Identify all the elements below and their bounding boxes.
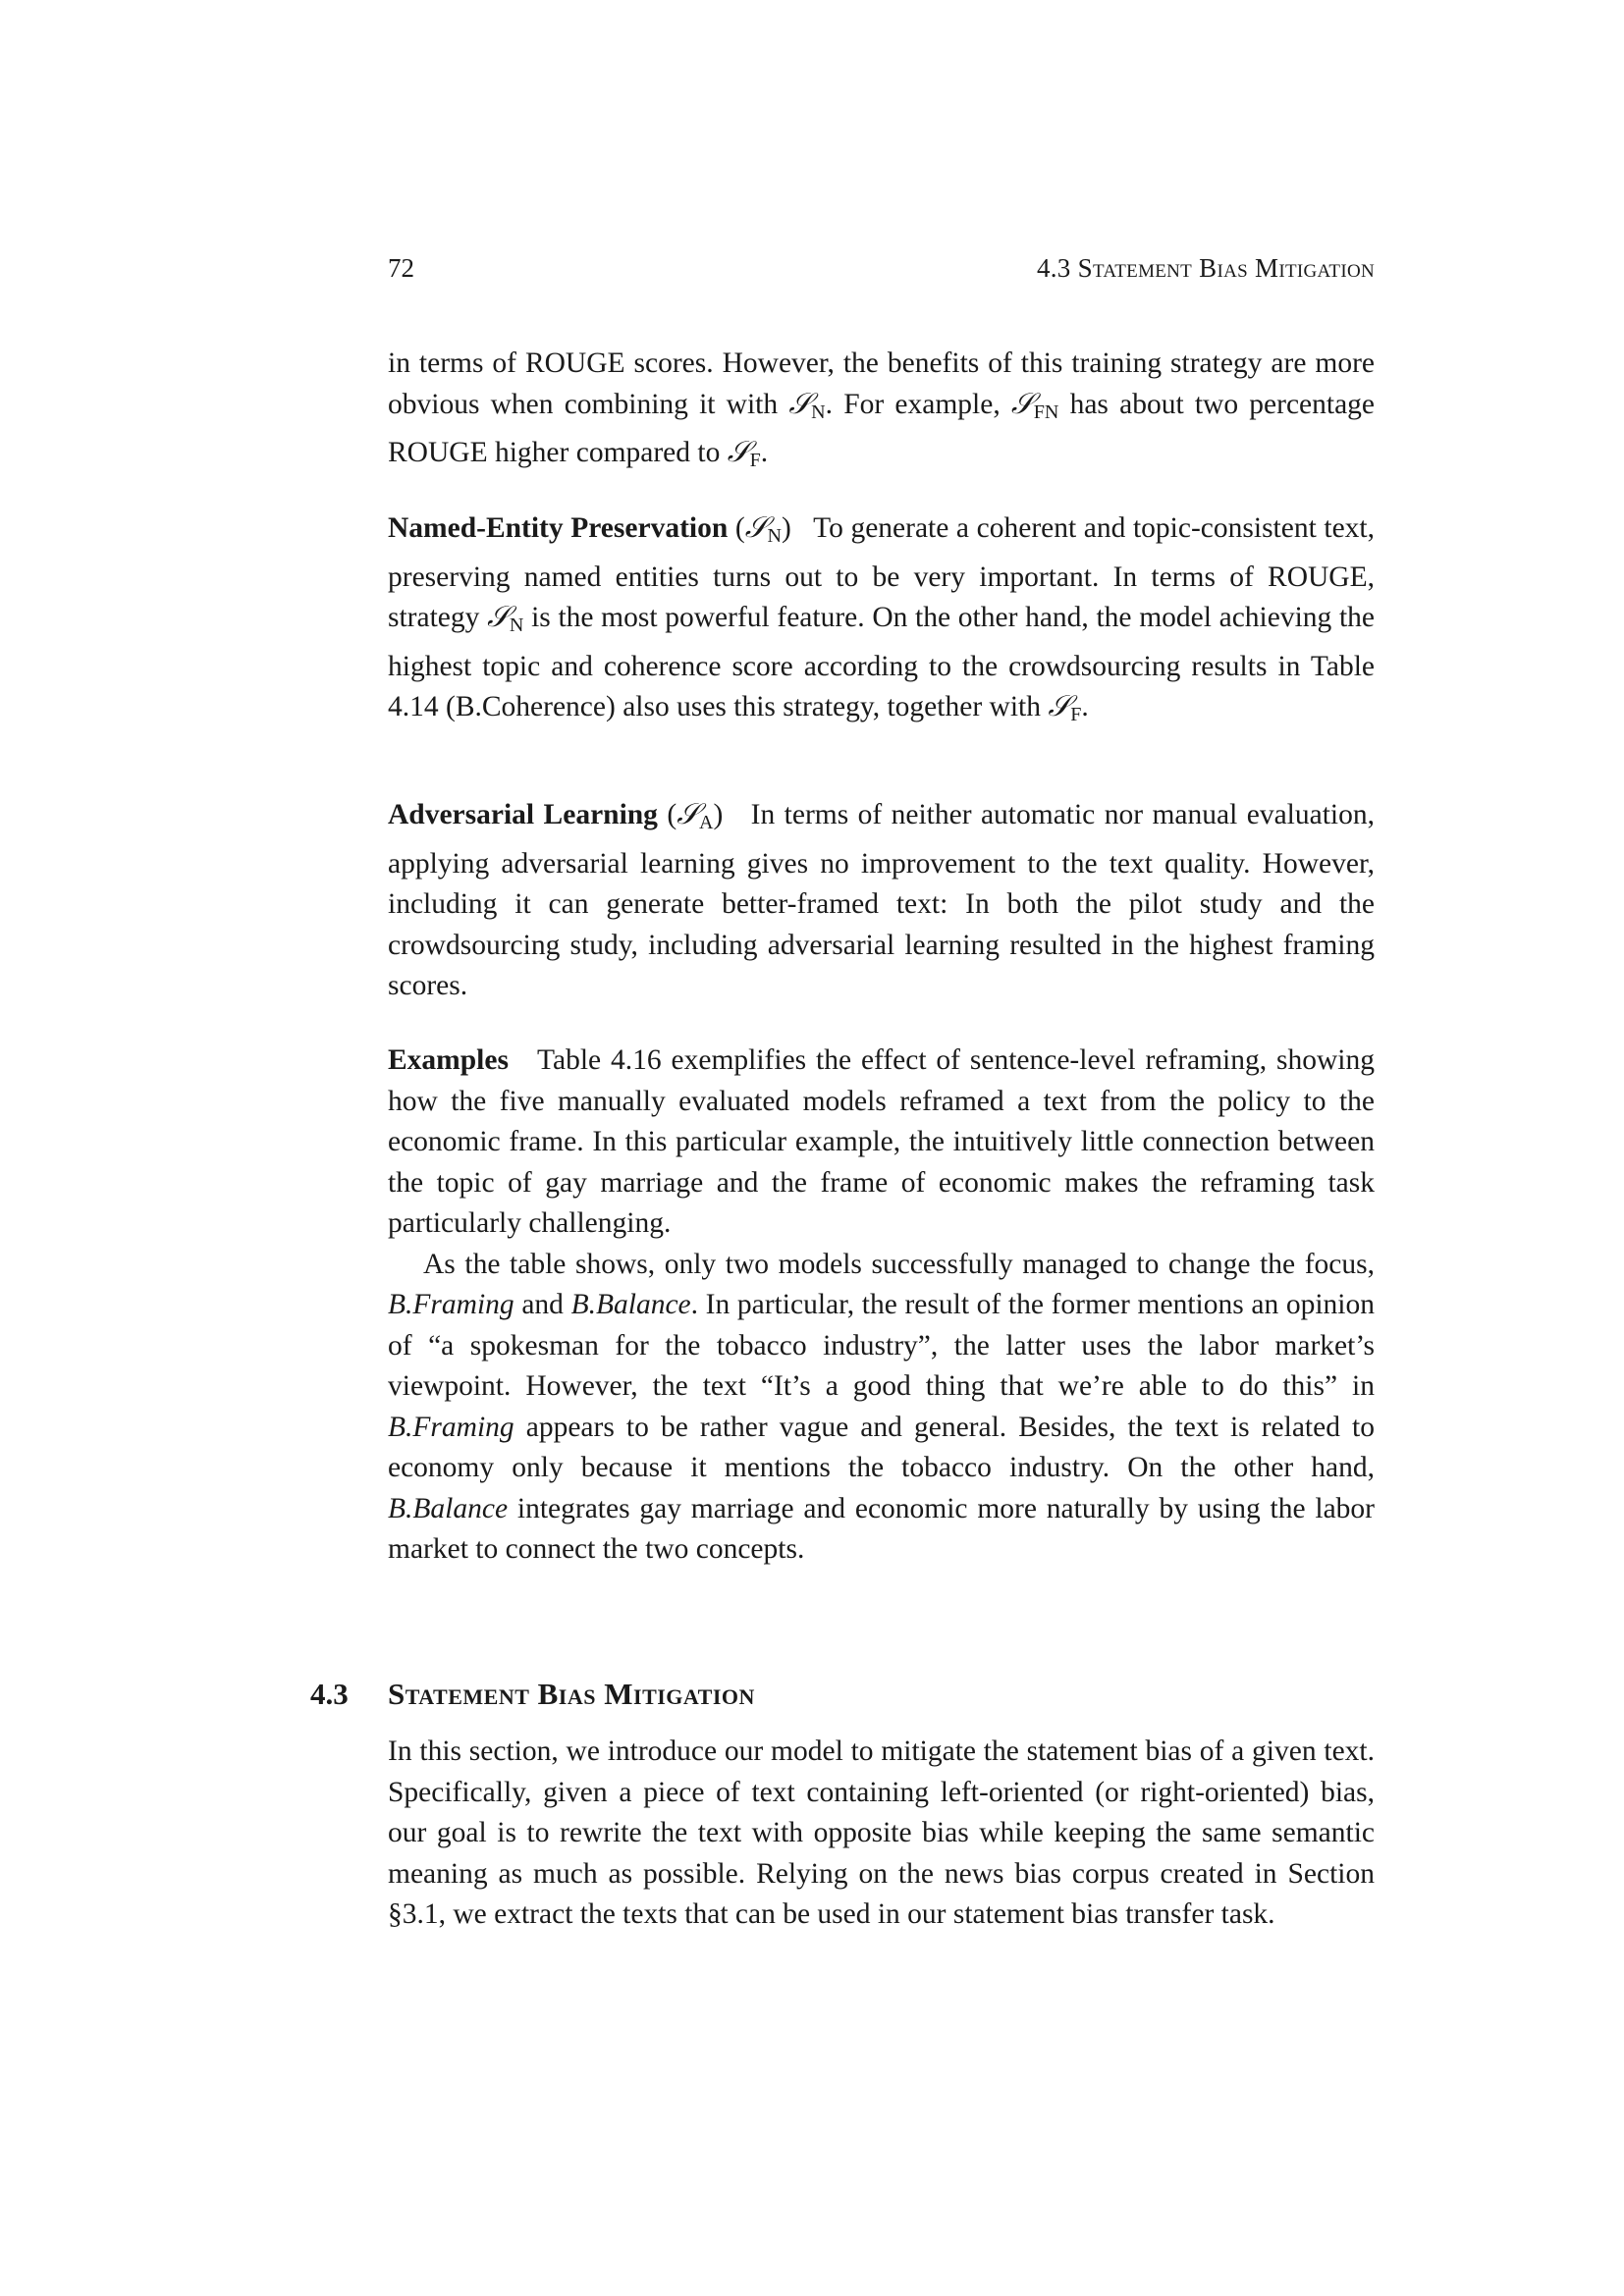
text: To generate a coherent and topic-consistent text, preserving named entities turns out to be very important. In terms of ROUGE, strategy bbox=[388, 512, 1375, 633]
math-s-a: 𝒮$_A$ bbox=[677, 799, 714, 833]
section-intro-paragraph bbox=[388, 1732, 1375, 1936]
section-number: 4.3 bbox=[310, 1677, 349, 1711]
text: . For example, bbox=[825, 388, 1011, 420]
text: In this section, we introduce our model to mitigate the statement bias of a given text. Specifically, given a piece of text containing left-oriented (or right-oriented) bias, our goal is to rewrite the text with opposite bias while keeping the same semantic meaning as much as possible. Relying on the news bias corpus created in Section §3.1, we extract the texts that can be used in our statement bias transfer task. bbox=[388, 1735, 1375, 1930]
text: Table 4.16 exemplifies the effect of sentence-level reframing, showing how the five manually evaluated models reframed a text from the policy to the economic frame. In this particular example, the intuitively little connection between the topic of gay marriage and the frame of economic makes the reframing task particularly challenging. bbox=[388, 1044, 1375, 1239]
math-s-n: 𝒮$_N$ bbox=[788, 388, 826, 423]
paragraph-heading: Adversarial Learning bbox=[388, 799, 658, 830]
math-s-n: 𝒮$_N$ bbox=[487, 602, 524, 636]
math-s-fn: 𝒮$_{FN}$ bbox=[1010, 388, 1059, 423]
math-s-f: 𝒮$_F$ bbox=[727, 437, 761, 471]
text: In terms of neither automatic nor manual evaluation, applying adversarial learning gives no improvement to the text quality. However, including it can generate better-framed text: In both the pilot study and the crowdsourcing study, including adversarial learning resulted in the highest framing scores. bbox=[388, 799, 1375, 1001]
text: is the most powerful feature. On the other hand, the model achieving the highest topic and coherence score according to the crowdsourcing results in Table 4.14 (B.Coherence) also uses this strategy, together with bbox=[388, 602, 1375, 722]
paragraph-named-entity: Named-Entity Preservation (𝒮$_N$) To generate a coherent and topic-consistent text, preserving named entities turns out to be very important. In terms of ROUGE, strategy 𝒮$_N$ is the most powerful feature. On the other hand, the model achieving the highest topic and coherence score according to the crowdsourcing results in Table 4.14 (B.Coherence) also uses this strategy, together with 𝒮$_F$. bbox=[388, 512, 1375, 725]
paragraph-examples bbox=[388, 1041, 1375, 1571]
text: . bbox=[1081, 691, 1089, 722]
paragraph-adversarial: Adversarial Learning (𝒮$_A$) In terms of neither automatic nor manual evaluation, applying adversarial learning gives no improvement to the text quality. However, including it can generate better-framed text: In both the pilot study and the crowdsourcing study, including adversarial learning resulted in the highest framing scores. bbox=[388, 799, 1375, 1001]
page-number: 72 bbox=[388, 253, 414, 283]
paragraph-heading: Examples bbox=[388, 1044, 509, 1076]
text: in terms of ROUGE scores. However, the benefits of this training strategy are more obvious when combining it with bbox=[388, 347, 1375, 420]
paragraph-training-strategy bbox=[388, 344, 1375, 482]
paragraph-table-discussion: As the table shows, only two models successfully managed to change the focus, B.Framing and B.Balance. In particular, the result of the former mentions an opinion of “a spokesman for the tobacco industry”, the latter uses the labor market’s viewpoint. However, the text “It’s a good thing that we’re able to do this” in B.Framing appears to be rather vague and general. Besides, the text is related to economy only because it mentions the tobacco industry. On the other hand, B.Balance integrates gay marriage and economic more naturally by using the labor market to connect the two concepts. bbox=[388, 1248, 1376, 1565]
math-s-f: 𝒮$_F$ bbox=[1048, 691, 1082, 725]
running-head: 4.3 Statement Bias Mitigation bbox=[1036, 253, 1375, 283]
text: has about two percentage ROUGE higher compared to bbox=[388, 388, 1376, 468]
paragraph-heading: Named-Entity Preservation bbox=[388, 512, 729, 544]
section-title: Statement Bias Mitigation bbox=[388, 1677, 755, 1711]
text: . bbox=[760, 437, 769, 468]
math-s-n: 𝒮$_N$ bbox=[744, 512, 783, 547]
section-heading bbox=[310, 1677, 755, 1712]
